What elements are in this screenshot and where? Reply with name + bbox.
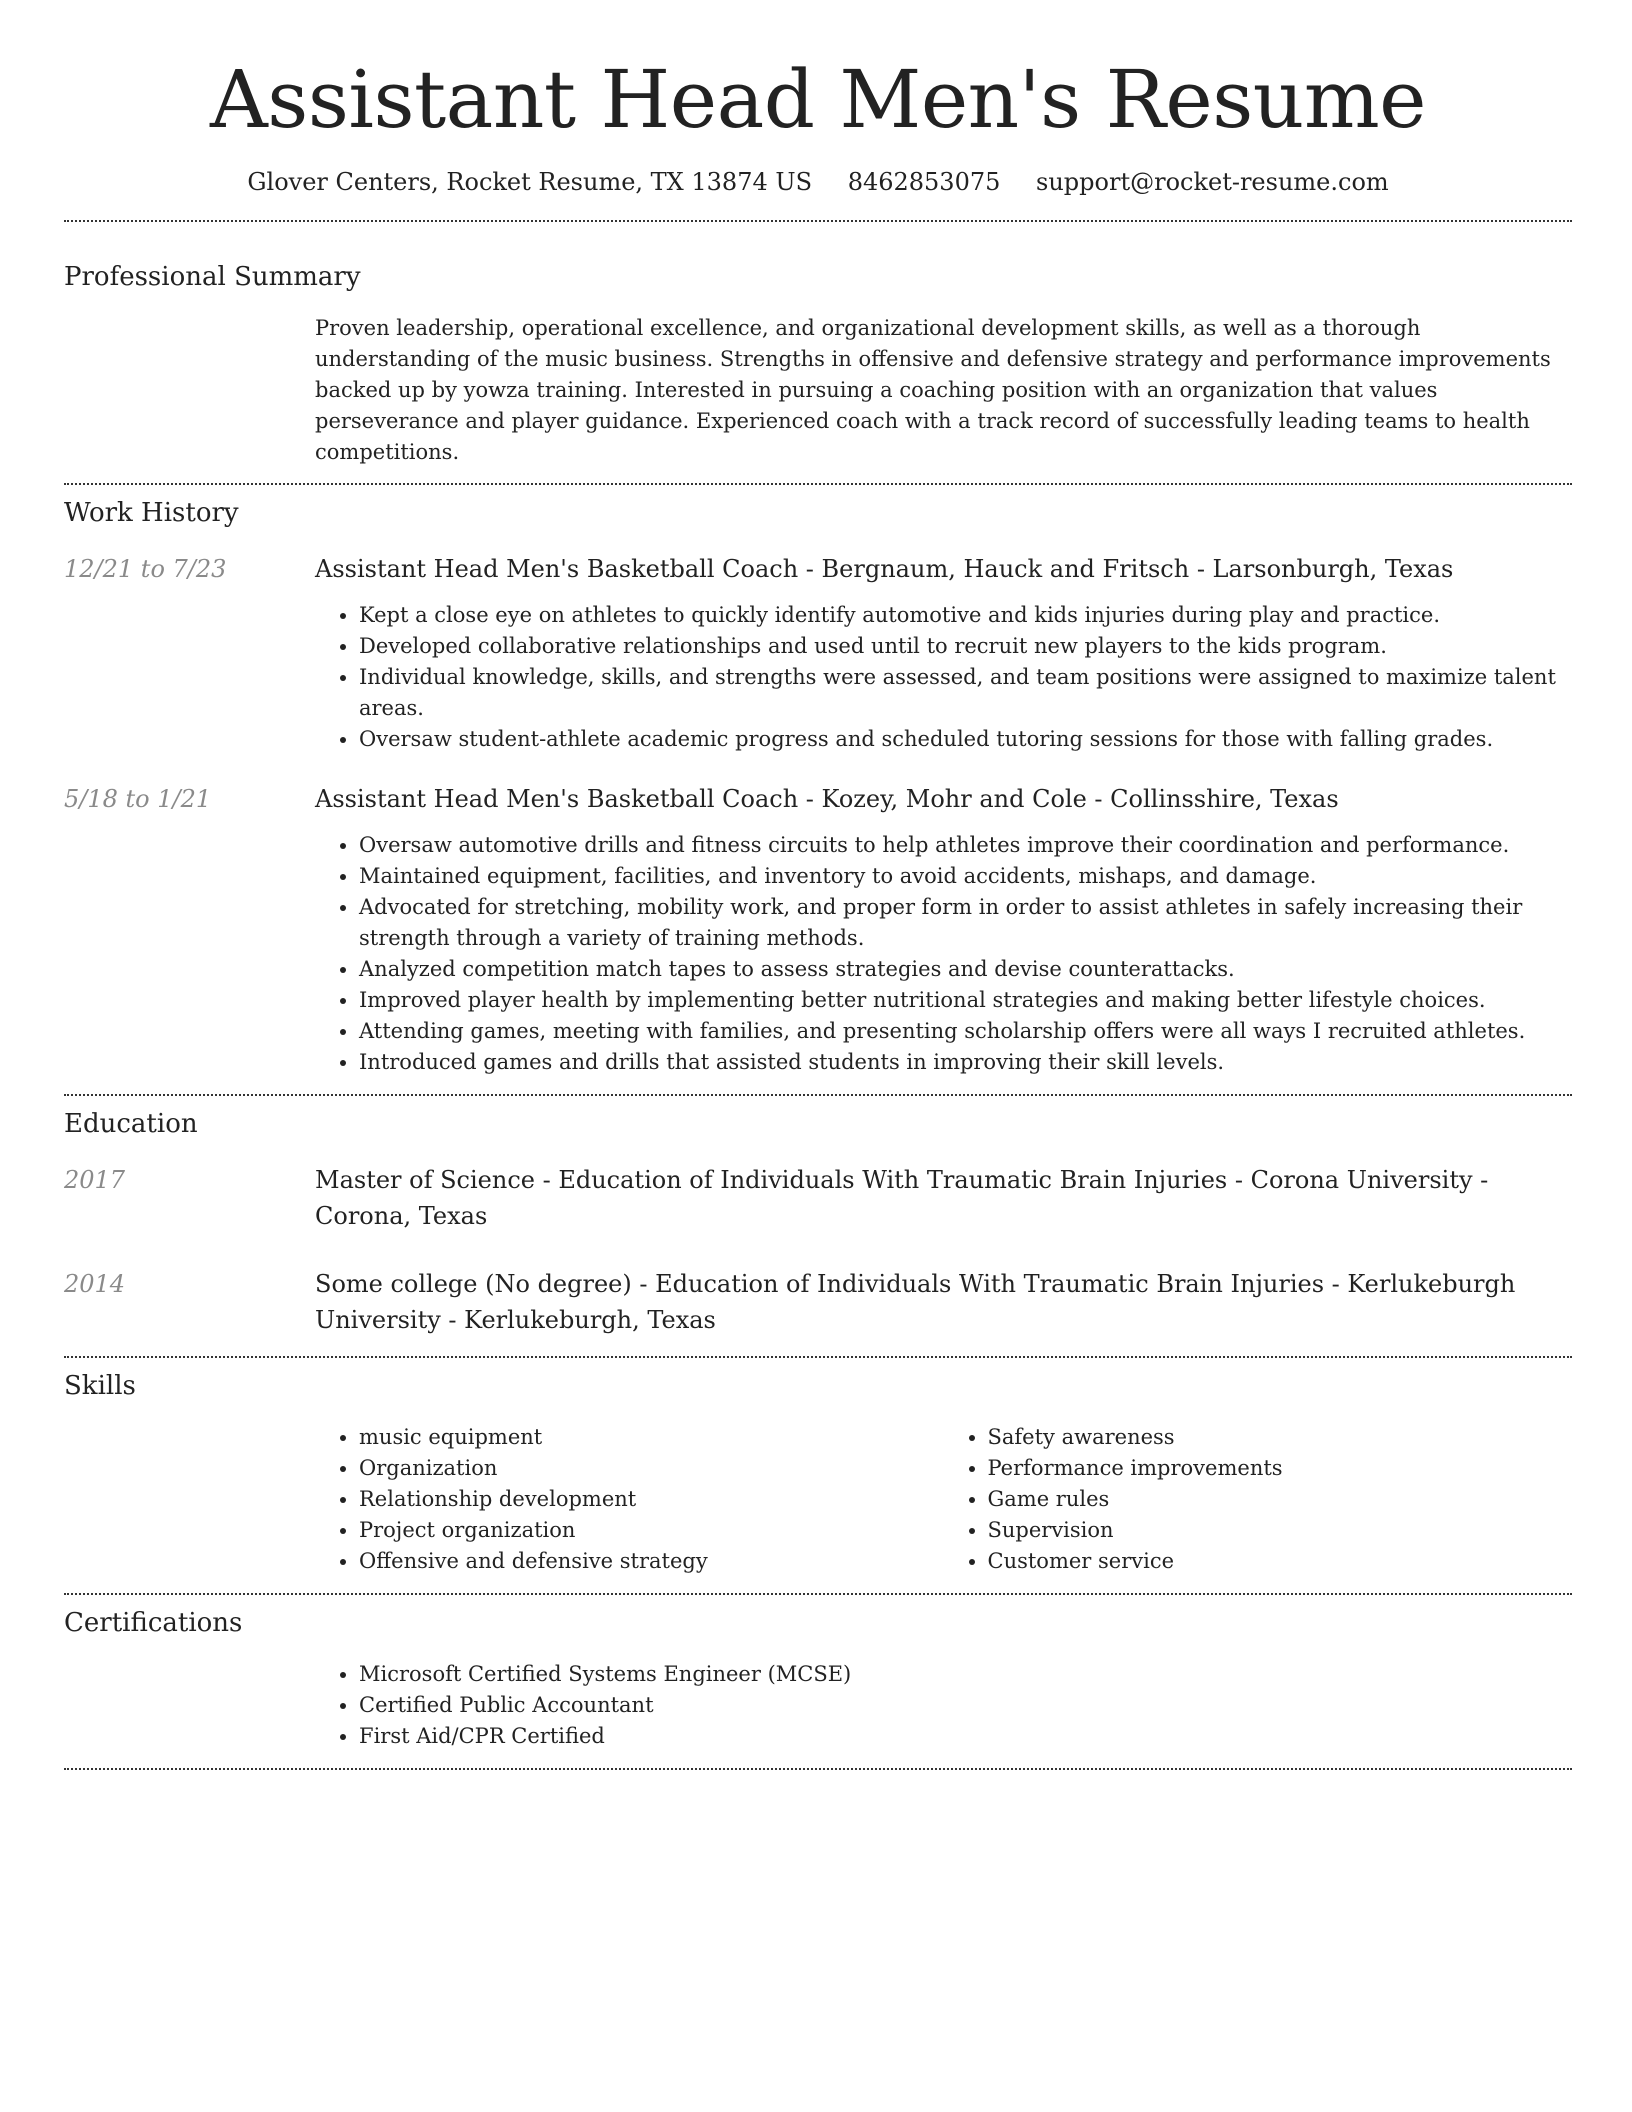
certifications-list bbox=[315, 1659, 1572, 1752]
job-dates: 5/18 to 1/21 bbox=[64, 785, 212, 814]
contact-email: support@rocket-resume.com bbox=[1036, 168, 1389, 196]
list-item: • Oversaw automotive drills and fitness circuits to help athletes improve their coordination and performance. bbox=[359, 830, 1572, 861]
job-dates: 12/21 to 7/23 bbox=[64, 555, 227, 584]
education-year: 2017 bbox=[64, 1165, 126, 1194]
job-bullets bbox=[315, 600, 1572, 755]
divider bbox=[64, 1593, 1572, 1595]
list-item: • Project organization bbox=[359, 1515, 944, 1546]
section-title-work: Work History bbox=[64, 498, 239, 529]
list-item: • Game rules bbox=[988, 1484, 1573, 1515]
section-certifications bbox=[64, 1607, 1572, 1752]
section-work-history bbox=[64, 497, 1572, 1078]
list-item: • Supervision bbox=[988, 1515, 1573, 1546]
list-item: • Certified Public Accountant bbox=[359, 1690, 1572, 1721]
list-item: • Attending games, meeting with families, and presenting scholarship offers were all ways I recruited athletes. bbox=[359, 1016, 1572, 1047]
list-item: • Safety awareness bbox=[988, 1422, 1573, 1453]
summary-text: Proven leadership, operational excellence, and organizational development skills, as well as a thorough understanding of the music business. Strengths in offensive and defensive strategy and performance improvements backed up by yowza training. Interested in pursuing a coaching position with an organization that values perseverance and player guidance. Experienced coach with a track record of successfully leading teams to health competitions. bbox=[315, 316, 1551, 465]
contact-line bbox=[64, 166, 1572, 200]
job-bullets bbox=[315, 830, 1572, 1078]
divider bbox=[64, 1356, 1572, 1358]
job-entry bbox=[64, 781, 1572, 1078]
education-text: Some college (No degree) - Education of Individuals With Traumatic Brain Injuries - Kerlukeburgh University - Kerlukeburgh, Texas bbox=[315, 1269, 1516, 1334]
list-item: • First Aid/CPR Certified bbox=[359, 1721, 1572, 1752]
section-title-skills: Skills bbox=[64, 1370, 136, 1401]
contact-address: Glover Centers, Rocket Resume, TX 13874 US bbox=[247, 168, 813, 196]
divider bbox=[64, 483, 1572, 485]
divider bbox=[64, 1768, 1572, 1770]
skills-list-right bbox=[944, 1422, 1573, 1577]
section-title-certifications: Certifications bbox=[64, 1607, 243, 1638]
list-item: • Oversaw student-athlete academic progress and scheduled tutoring sessions for those with falling grades. bbox=[359, 724, 1572, 755]
list-item: • Developed collaborative relationships and used until to recruit new players to the kids program. bbox=[359, 631, 1572, 662]
list-item: • Organization bbox=[359, 1453, 944, 1484]
list-item: • Advocated for stretching, mobility work, and proper form in order to assist athletes in safely increasing their strength through a variety of training methods. bbox=[359, 892, 1572, 954]
list-item: • Offensive and defensive strategy bbox=[359, 1546, 944, 1577]
list-item: • Performance improvements bbox=[988, 1453, 1573, 1484]
list-item: • Customer service bbox=[988, 1546, 1573, 1577]
list-item: • Microsoft Certified Systems Engineer (MCSE) bbox=[359, 1659, 1572, 1690]
job-title: Assistant Head Men's Basketball Coach - Kozey, Mohr and Cole - Collinsshire, Texas bbox=[315, 785, 1339, 814]
education-entry bbox=[64, 1162, 1572, 1234]
list-item: • Kept a close eye on athletes to quickly identify automotive and kids injuries during play and practice. bbox=[359, 600, 1572, 631]
list-item: • Introduced games and drills that assisted students in improving their skill levels. bbox=[359, 1047, 1572, 1078]
divider bbox=[64, 220, 1572, 222]
list-item: • Individual knowledge, skills, and strengths were assessed, and team positions were assigned to maximize talent areas. bbox=[359, 662, 1572, 724]
section-title-education: Education bbox=[64, 1109, 198, 1140]
section-title-summary: Professional Summary bbox=[64, 261, 361, 292]
section-skills bbox=[64, 1370, 1572, 1577]
contact-phone: 8462853075 bbox=[847, 168, 1001, 196]
divider bbox=[64, 1094, 1572, 1096]
job-title: Assistant Head Men's Basketball Coach - Bergnaum, Hauck and Fritsch - Larsonburgh, Texas bbox=[315, 555, 1454, 584]
resume-page bbox=[64, 0, 1572, 1770]
education-text: Master of Science - Education of Individuals With Traumatic Brain Injuries - Corona University - Corona, Texas bbox=[315, 1165, 1489, 1230]
list-item: • music equipment bbox=[359, 1422, 944, 1453]
section-education bbox=[64, 1108, 1572, 1338]
list-item: • Analyzed competition match tapes to assess strategies and devise counterattacks. bbox=[359, 954, 1572, 985]
resume-name: Assistant Head Men's Resume bbox=[209, 53, 1427, 146]
education-year: 2014 bbox=[64, 1269, 126, 1298]
education-entry bbox=[64, 1266, 1572, 1338]
section-summary bbox=[64, 261, 1572, 469]
list-item: • Relationship development bbox=[359, 1484, 944, 1515]
job-entry bbox=[64, 551, 1572, 755]
list-item: • Maintained equipment, facilities, and inventory to avoid accidents, mishaps, and damage. bbox=[359, 861, 1572, 892]
skills-grid bbox=[315, 1422, 1572, 1577]
list-item: • Improved player health by implementing better nutritional strategies and making better lifestyle choices. bbox=[359, 985, 1572, 1016]
skills-list-left bbox=[315, 1422, 944, 1577]
